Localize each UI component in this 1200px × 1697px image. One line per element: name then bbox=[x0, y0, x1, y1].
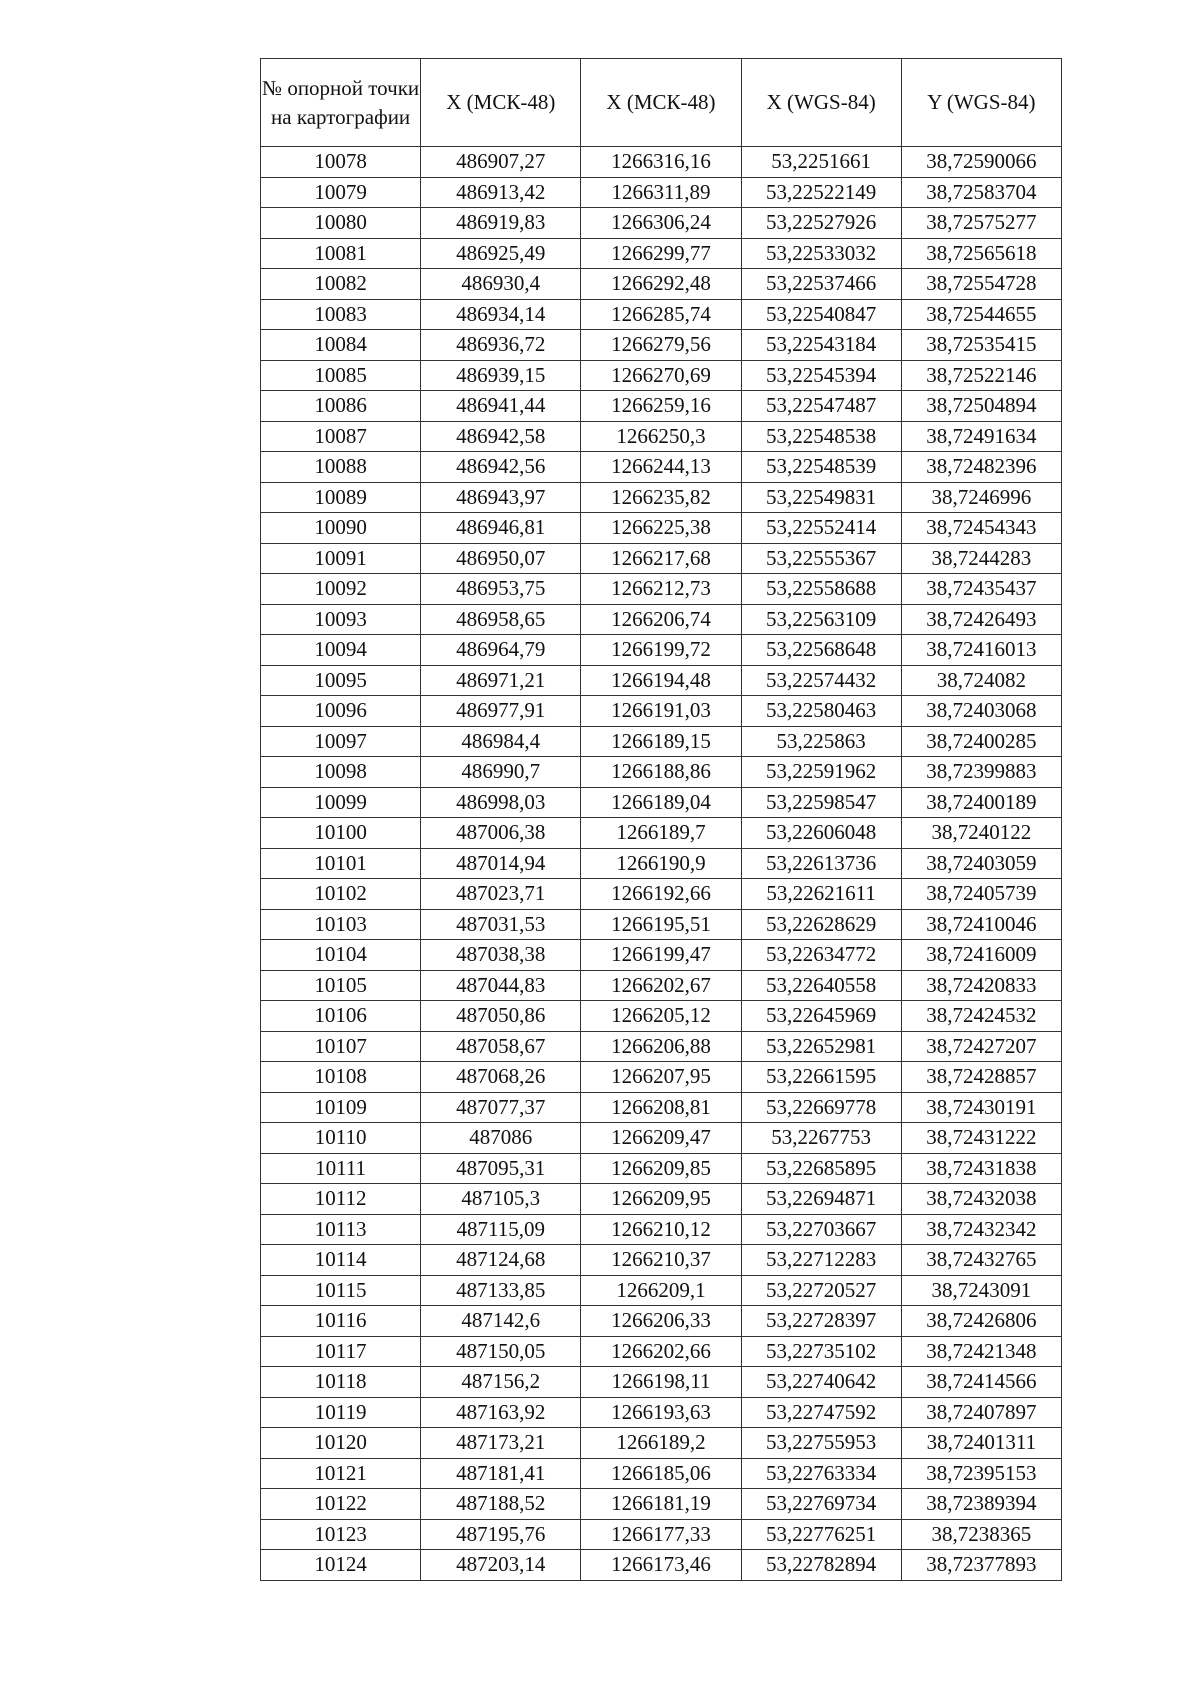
cell-x-msk48-second: 1266212,73 bbox=[581, 574, 741, 605]
cell-point-number: 10123 bbox=[261, 1519, 421, 1550]
header-x-wgs84: X (WGS-84) bbox=[741, 59, 901, 147]
table-row bbox=[261, 1336, 1062, 1367]
cell-x-wgs84: 53,2251661 bbox=[741, 147, 901, 178]
cell-x-msk48: 487133,85 bbox=[421, 1275, 581, 1306]
cell-x-msk48-second: 1266207,95 bbox=[581, 1062, 741, 1093]
cell-point-number: 10122 bbox=[261, 1489, 421, 1520]
cell-x-wgs84: 53,22527926 bbox=[741, 208, 901, 239]
cell-y-wgs84: 38,72432038 bbox=[901, 1184, 1061, 1215]
cell-y-wgs84: 38,72575277 bbox=[901, 208, 1061, 239]
cell-x-msk48: 487173,21 bbox=[421, 1428, 581, 1459]
cell-y-wgs84: 38,72432342 bbox=[901, 1214, 1061, 1245]
cell-x-msk48-second: 1266188,86 bbox=[581, 757, 741, 788]
cell-x-msk48-second: 1266279,56 bbox=[581, 330, 741, 361]
cell-x-msk48-second: 1266316,16 bbox=[581, 147, 741, 178]
cell-x-wgs84: 53,22580463 bbox=[741, 696, 901, 727]
cell-x-msk48-second: 1266209,1 bbox=[581, 1275, 741, 1306]
cell-y-wgs84: 38,7240122 bbox=[901, 818, 1061, 849]
cell-x-msk48: 487156,2 bbox=[421, 1367, 581, 1398]
cell-y-wgs84: 38,72431222 bbox=[901, 1123, 1061, 1154]
table-row bbox=[261, 757, 1062, 788]
table-row bbox=[261, 1153, 1062, 1184]
cell-x-wgs84: 53,22769734 bbox=[741, 1489, 901, 1520]
cell-x-wgs84: 53,22728397 bbox=[741, 1306, 901, 1337]
table-row bbox=[261, 452, 1062, 483]
cell-point-number: 10090 bbox=[261, 513, 421, 544]
cell-x-wgs84: 53,22763334 bbox=[741, 1458, 901, 1489]
cell-x-wgs84: 53,225863 bbox=[741, 726, 901, 757]
cell-x-msk48-second: 1266209,47 bbox=[581, 1123, 741, 1154]
table-row bbox=[261, 1123, 1062, 1154]
cell-point-number: 10096 bbox=[261, 696, 421, 727]
cell-point-number: 10107 bbox=[261, 1031, 421, 1062]
table-row bbox=[261, 1550, 1062, 1581]
cell-x-msk48: 487014,94 bbox=[421, 848, 581, 879]
cell-point-number: 10093 bbox=[261, 604, 421, 635]
table-row bbox=[261, 1458, 1062, 1489]
cell-x-msk48-second: 1266210,12 bbox=[581, 1214, 741, 1245]
cell-x-msk48: 487038,38 bbox=[421, 940, 581, 971]
cell-x-wgs84: 53,22703667 bbox=[741, 1214, 901, 1245]
cell-x-msk48-second: 1266192,66 bbox=[581, 879, 741, 910]
cell-x-msk48: 487150,05 bbox=[421, 1336, 581, 1367]
cell-x-wgs84: 53,22740642 bbox=[741, 1367, 901, 1398]
cell-x-msk48-second: 1266235,82 bbox=[581, 482, 741, 513]
table-row bbox=[261, 1184, 1062, 1215]
cell-x-msk48-second: 1266193,63 bbox=[581, 1397, 741, 1428]
cell-point-number: 10085 bbox=[261, 360, 421, 391]
cell-x-wgs84: 53,22545394 bbox=[741, 360, 901, 391]
cell-x-wgs84: 53,22548539 bbox=[741, 452, 901, 483]
cell-x-wgs84: 53,22537466 bbox=[741, 269, 901, 300]
cell-y-wgs84: 38,7244283 bbox=[901, 543, 1061, 574]
cell-x-msk48: 486934,14 bbox=[421, 299, 581, 330]
cell-point-number: 10102 bbox=[261, 879, 421, 910]
table-row bbox=[261, 177, 1062, 208]
table-row bbox=[261, 1214, 1062, 1245]
cell-x-wgs84: 53,22540847 bbox=[741, 299, 901, 330]
cell-y-wgs84: 38,724082 bbox=[901, 665, 1061, 696]
cell-point-number: 10087 bbox=[261, 421, 421, 452]
cell-point-number: 10088 bbox=[261, 452, 421, 483]
table-row bbox=[261, 391, 1062, 422]
cell-x-msk48: 486939,15 bbox=[421, 360, 581, 391]
cell-x-wgs84: 53,22558688 bbox=[741, 574, 901, 605]
cell-x-msk48: 486925,49 bbox=[421, 238, 581, 269]
cell-x-msk48: 487050,86 bbox=[421, 1001, 581, 1032]
cell-x-msk48: 486913,42 bbox=[421, 177, 581, 208]
cell-point-number: 10115 bbox=[261, 1275, 421, 1306]
table-row bbox=[261, 1001, 1062, 1032]
cell-x-msk48: 486990,7 bbox=[421, 757, 581, 788]
cell-x-wgs84: 53,22563109 bbox=[741, 604, 901, 635]
cell-y-wgs84: 38,72403059 bbox=[901, 848, 1061, 879]
cell-y-wgs84: 38,72491634 bbox=[901, 421, 1061, 452]
table-row bbox=[261, 1031, 1062, 1062]
cell-point-number: 10105 bbox=[261, 970, 421, 1001]
cell-x-msk48: 486958,65 bbox=[421, 604, 581, 635]
table-row bbox=[261, 1519, 1062, 1550]
cell-x-wgs84: 53,22694871 bbox=[741, 1184, 901, 1215]
cell-y-wgs84: 38,72432765 bbox=[901, 1245, 1061, 1276]
cell-point-number: 10094 bbox=[261, 635, 421, 666]
cell-x-msk48: 486984,4 bbox=[421, 726, 581, 757]
cell-point-number: 10082 bbox=[261, 269, 421, 300]
cell-x-wgs84: 53,22591962 bbox=[741, 757, 901, 788]
cell-x-msk48-second: 1266206,33 bbox=[581, 1306, 741, 1337]
table-row bbox=[261, 574, 1062, 605]
cell-x-wgs84: 53,22755953 bbox=[741, 1428, 901, 1459]
cell-y-wgs84: 38,72399883 bbox=[901, 757, 1061, 788]
cell-x-msk48-second: 1266299,77 bbox=[581, 238, 741, 269]
cell-x-wgs84: 53,22661595 bbox=[741, 1062, 901, 1093]
cell-x-msk48: 487068,26 bbox=[421, 1062, 581, 1093]
cell-x-wgs84: 53,22776251 bbox=[741, 1519, 901, 1550]
cell-x-msk48-second: 1266209,95 bbox=[581, 1184, 741, 1215]
cell-x-wgs84: 53,22720527 bbox=[741, 1275, 901, 1306]
cell-point-number: 10103 bbox=[261, 909, 421, 940]
header-row bbox=[261, 59, 1062, 147]
cell-x-wgs84: 53,22782894 bbox=[741, 1550, 901, 1581]
cell-point-number: 10101 bbox=[261, 848, 421, 879]
table-row bbox=[261, 482, 1062, 513]
cell-x-wgs84: 53,22613736 bbox=[741, 848, 901, 879]
table-row bbox=[261, 1245, 1062, 1276]
cell-x-wgs84: 53,22628629 bbox=[741, 909, 901, 940]
cell-y-wgs84: 38,72454343 bbox=[901, 513, 1061, 544]
cell-y-wgs84: 38,72377893 bbox=[901, 1550, 1061, 1581]
cell-y-wgs84: 38,72414566 bbox=[901, 1367, 1061, 1398]
table-row bbox=[261, 1306, 1062, 1337]
table-row bbox=[261, 604, 1062, 635]
cell-x-msk48-second: 1266285,74 bbox=[581, 299, 741, 330]
cell-y-wgs84: 38,72407897 bbox=[901, 1397, 1061, 1428]
table-row bbox=[261, 513, 1062, 544]
cell-y-wgs84: 38,72544655 bbox=[901, 299, 1061, 330]
table-row bbox=[261, 970, 1062, 1001]
cell-y-wgs84: 38,72403068 bbox=[901, 696, 1061, 727]
cell-point-number: 10116 bbox=[261, 1306, 421, 1337]
cell-x-msk48-second: 1266199,47 bbox=[581, 940, 741, 971]
table-row bbox=[261, 238, 1062, 269]
table-row bbox=[261, 818, 1062, 849]
cell-x-msk48-second: 1266208,81 bbox=[581, 1092, 741, 1123]
cell-y-wgs84: 38,72430191 bbox=[901, 1092, 1061, 1123]
cell-point-number: 10118 bbox=[261, 1367, 421, 1398]
cell-x-wgs84: 53,22685895 bbox=[741, 1153, 901, 1184]
cell-y-wgs84: 38,72410046 bbox=[901, 909, 1061, 940]
cell-x-msk48: 487181,41 bbox=[421, 1458, 581, 1489]
cell-point-number: 10106 bbox=[261, 1001, 421, 1032]
cell-point-number: 10113 bbox=[261, 1214, 421, 1245]
cell-y-wgs84: 38,72583704 bbox=[901, 177, 1061, 208]
cell-x-msk48: 487188,52 bbox=[421, 1489, 581, 1520]
cell-x-msk48-second: 1266173,46 bbox=[581, 1550, 741, 1581]
cell-x-wgs84: 53,22547487 bbox=[741, 391, 901, 422]
cell-x-msk48-second: 1266210,37 bbox=[581, 1245, 741, 1276]
cell-x-msk48: 487124,68 bbox=[421, 1245, 581, 1276]
cell-x-msk48: 487095,31 bbox=[421, 1153, 581, 1184]
cell-x-wgs84: 53,22652981 bbox=[741, 1031, 901, 1062]
cell-x-msk48-second: 1266198,11 bbox=[581, 1367, 741, 1398]
cell-point-number: 10111 bbox=[261, 1153, 421, 1184]
table-row bbox=[261, 879, 1062, 910]
cell-x-msk48-second: 1266209,85 bbox=[581, 1153, 741, 1184]
cell-x-msk48: 486930,4 bbox=[421, 269, 581, 300]
cell-x-wgs84: 53,22669778 bbox=[741, 1092, 901, 1123]
cell-x-msk48: 486941,44 bbox=[421, 391, 581, 422]
cell-point-number: 10095 bbox=[261, 665, 421, 696]
table-row bbox=[261, 208, 1062, 239]
cell-point-number: 10100 bbox=[261, 818, 421, 849]
cell-y-wgs84: 38,72416009 bbox=[901, 940, 1061, 971]
cell-point-number: 10109 bbox=[261, 1092, 421, 1123]
cell-y-wgs84: 38,72401311 bbox=[901, 1428, 1061, 1459]
cell-x-wgs84: 53,22574432 bbox=[741, 665, 901, 696]
cell-point-number: 10078 bbox=[261, 147, 421, 178]
cell-point-number: 10098 bbox=[261, 757, 421, 788]
cell-point-number: 10121 bbox=[261, 1458, 421, 1489]
table-row bbox=[261, 696, 1062, 727]
cell-point-number: 10089 bbox=[261, 482, 421, 513]
cell-y-wgs84: 38,72426806 bbox=[901, 1306, 1061, 1337]
cell-x-msk48: 487195,76 bbox=[421, 1519, 581, 1550]
cell-y-wgs84: 38,72590066 bbox=[901, 147, 1061, 178]
cell-point-number: 10124 bbox=[261, 1550, 421, 1581]
table-body bbox=[261, 147, 1062, 1581]
cell-y-wgs84: 38,72435437 bbox=[901, 574, 1061, 605]
cell-y-wgs84: 38,72420833 bbox=[901, 970, 1061, 1001]
cell-point-number: 10081 bbox=[261, 238, 421, 269]
cell-y-wgs84: 38,72421348 bbox=[901, 1336, 1061, 1367]
cell-x-wgs84: 53,22522149 bbox=[741, 177, 901, 208]
cell-x-msk48: 487163,92 bbox=[421, 1397, 581, 1428]
cell-point-number: 10114 bbox=[261, 1245, 421, 1276]
cell-y-wgs84: 38,72416013 bbox=[901, 635, 1061, 666]
cell-x-wgs84: 53,22712283 bbox=[741, 1245, 901, 1276]
cell-point-number: 10086 bbox=[261, 391, 421, 422]
cell-y-wgs84: 38,72426493 bbox=[901, 604, 1061, 635]
cell-x-msk48: 486977,91 bbox=[421, 696, 581, 727]
table-row bbox=[261, 1367, 1062, 1398]
table-row bbox=[261, 1428, 1062, 1459]
cell-point-number: 10091 bbox=[261, 543, 421, 574]
cell-y-wgs84: 38,72565618 bbox=[901, 238, 1061, 269]
cell-y-wgs84: 38,7238365 bbox=[901, 1519, 1061, 1550]
cell-x-msk48-second: 1266177,33 bbox=[581, 1519, 741, 1550]
cell-y-wgs84: 38,72400285 bbox=[901, 726, 1061, 757]
table-row bbox=[261, 848, 1062, 879]
cell-x-msk48: 487023,71 bbox=[421, 879, 581, 910]
cell-x-wgs84: 53,22645969 bbox=[741, 1001, 901, 1032]
cell-y-wgs84: 38,72400189 bbox=[901, 787, 1061, 818]
cell-x-msk48-second: 1266311,89 bbox=[581, 177, 741, 208]
table-row bbox=[261, 1062, 1062, 1093]
cell-x-wgs84: 53,22747592 bbox=[741, 1397, 901, 1428]
table-row bbox=[261, 635, 1062, 666]
cell-point-number: 10079 bbox=[261, 177, 421, 208]
table-row bbox=[261, 269, 1062, 300]
cell-y-wgs84: 38,72535415 bbox=[901, 330, 1061, 361]
cell-x-msk48-second: 1266225,38 bbox=[581, 513, 741, 544]
cell-x-msk48-second: 1266217,68 bbox=[581, 543, 741, 574]
cell-y-wgs84: 38,72395153 bbox=[901, 1458, 1061, 1489]
cell-point-number: 10104 bbox=[261, 940, 421, 971]
cell-x-msk48: 487044,83 bbox=[421, 970, 581, 1001]
cell-x-msk48: 486998,03 bbox=[421, 787, 581, 818]
cell-point-number: 10112 bbox=[261, 1184, 421, 1215]
cell-x-msk48: 487142,6 bbox=[421, 1306, 581, 1337]
table-header bbox=[261, 59, 1062, 147]
cell-x-wgs84: 53,22549831 bbox=[741, 482, 901, 513]
cell-x-msk48: 487086 bbox=[421, 1123, 581, 1154]
cell-y-wgs84: 38,72405739 bbox=[901, 879, 1061, 910]
cell-x-msk48: 487058,67 bbox=[421, 1031, 581, 1062]
header-y-wgs84: Y (WGS-84) bbox=[901, 59, 1061, 147]
header-x-msk48: X (МСК-48) bbox=[421, 59, 581, 147]
cell-x-wgs84: 53,22598547 bbox=[741, 787, 901, 818]
cell-x-msk48: 486919,83 bbox=[421, 208, 581, 239]
cell-y-wgs84: 38,72389394 bbox=[901, 1489, 1061, 1520]
table-row bbox=[261, 1092, 1062, 1123]
cell-x-wgs84: 53,2267753 bbox=[741, 1123, 901, 1154]
cell-x-msk48-second: 1266189,2 bbox=[581, 1428, 741, 1459]
cell-point-number: 10084 bbox=[261, 330, 421, 361]
cell-x-msk48-second: 1266181,19 bbox=[581, 1489, 741, 1520]
cell-y-wgs84: 38,72427207 bbox=[901, 1031, 1061, 1062]
cell-x-wgs84: 53,22621611 bbox=[741, 879, 901, 910]
cell-x-msk48-second: 1266191,03 bbox=[581, 696, 741, 727]
cell-x-msk48-second: 1266292,48 bbox=[581, 269, 741, 300]
header-point-number: № опорной точки на картографии bbox=[261, 59, 421, 147]
table-row bbox=[261, 299, 1062, 330]
cell-x-msk48: 486907,27 bbox=[421, 147, 581, 178]
cell-x-msk48-second: 1266306,24 bbox=[581, 208, 741, 239]
table-row bbox=[261, 1397, 1062, 1428]
cell-x-msk48: 486942,56 bbox=[421, 452, 581, 483]
cell-point-number: 10083 bbox=[261, 299, 421, 330]
cell-x-msk48: 486946,81 bbox=[421, 513, 581, 544]
cell-x-wgs84: 53,22552414 bbox=[741, 513, 901, 544]
cell-point-number: 10119 bbox=[261, 1397, 421, 1428]
cell-x-msk48-second: 1266259,16 bbox=[581, 391, 741, 422]
cell-x-wgs84: 53,22568648 bbox=[741, 635, 901, 666]
cell-x-msk48: 486950,07 bbox=[421, 543, 581, 574]
cell-x-msk48: 486953,75 bbox=[421, 574, 581, 605]
table-row bbox=[261, 1489, 1062, 1520]
cell-x-wgs84: 53,22735102 bbox=[741, 1336, 901, 1367]
table-row bbox=[261, 330, 1062, 361]
cell-x-msk48-second: 1266189,15 bbox=[581, 726, 741, 757]
cell-y-wgs84: 38,72431838 bbox=[901, 1153, 1061, 1184]
cell-y-wgs84: 38,7246996 bbox=[901, 482, 1061, 513]
cell-x-msk48-second: 1266244,13 bbox=[581, 452, 741, 483]
table-row bbox=[261, 726, 1062, 757]
cell-x-wgs84: 53,22634772 bbox=[741, 940, 901, 971]
cell-x-wgs84: 53,22533032 bbox=[741, 238, 901, 269]
cell-x-msk48-second: 1266202,66 bbox=[581, 1336, 741, 1367]
cell-x-msk48-second: 1266270,69 bbox=[581, 360, 741, 391]
cell-x-msk48: 486936,72 bbox=[421, 330, 581, 361]
cell-y-wgs84: 38,72554728 bbox=[901, 269, 1061, 300]
cell-point-number: 10120 bbox=[261, 1428, 421, 1459]
cell-point-number: 10097 bbox=[261, 726, 421, 757]
cell-point-number: 10099 bbox=[261, 787, 421, 818]
cell-x-msk48-second: 1266190,9 bbox=[581, 848, 741, 879]
cell-y-wgs84: 38,7243091 bbox=[901, 1275, 1061, 1306]
table-row bbox=[261, 665, 1062, 696]
header-x-msk48-second: X (МСК-48) bbox=[581, 59, 741, 147]
cell-x-msk48: 487203,14 bbox=[421, 1550, 581, 1581]
cell-x-msk48-second: 1266250,3 bbox=[581, 421, 741, 452]
table-row bbox=[261, 147, 1062, 178]
cell-y-wgs84: 38,72522146 bbox=[901, 360, 1061, 391]
cell-x-msk48-second: 1266202,67 bbox=[581, 970, 741, 1001]
cell-x-msk48-second: 1266205,12 bbox=[581, 1001, 741, 1032]
cell-x-msk48: 487115,09 bbox=[421, 1214, 581, 1245]
coordinates-table bbox=[260, 58, 1062, 1581]
cell-x-msk48-second: 1266206,88 bbox=[581, 1031, 741, 1062]
cell-x-msk48: 486943,97 bbox=[421, 482, 581, 513]
cell-point-number: 10092 bbox=[261, 574, 421, 605]
table-row bbox=[261, 909, 1062, 940]
cell-x-msk48: 486942,58 bbox=[421, 421, 581, 452]
cell-x-msk48: 486971,21 bbox=[421, 665, 581, 696]
cell-x-wgs84: 53,22548538 bbox=[741, 421, 901, 452]
table-row bbox=[261, 360, 1062, 391]
table-row bbox=[261, 1275, 1062, 1306]
table-row bbox=[261, 543, 1062, 574]
cell-x-wgs84: 53,22606048 bbox=[741, 818, 901, 849]
cell-y-wgs84: 38,72482396 bbox=[901, 452, 1061, 483]
cell-x-msk48-second: 1266189,04 bbox=[581, 787, 741, 818]
table-row bbox=[261, 940, 1062, 971]
cell-y-wgs84: 38,72424532 bbox=[901, 1001, 1061, 1032]
cell-x-msk48-second: 1266206,74 bbox=[581, 604, 741, 635]
cell-x-wgs84: 53,22640558 bbox=[741, 970, 901, 1001]
cell-point-number: 10117 bbox=[261, 1336, 421, 1367]
cell-x-msk48-second: 1266194,48 bbox=[581, 665, 741, 696]
cell-point-number: 10108 bbox=[261, 1062, 421, 1093]
cell-x-msk48-second: 1266195,51 bbox=[581, 909, 741, 940]
table-row bbox=[261, 421, 1062, 452]
cell-x-msk48: 487006,38 bbox=[421, 818, 581, 849]
cell-x-wgs84: 53,22555367 bbox=[741, 543, 901, 574]
cell-point-number: 10110 bbox=[261, 1123, 421, 1154]
cell-x-msk48-second: 1266185,06 bbox=[581, 1458, 741, 1489]
cell-x-msk48-second: 1266189,7 bbox=[581, 818, 741, 849]
cell-x-wgs84: 53,22543184 bbox=[741, 330, 901, 361]
cell-point-number: 10080 bbox=[261, 208, 421, 239]
cell-x-msk48: 486964,79 bbox=[421, 635, 581, 666]
cell-x-msk48: 487105,3 bbox=[421, 1184, 581, 1215]
cell-x-msk48: 487077,37 bbox=[421, 1092, 581, 1123]
cell-x-msk48: 487031,53 bbox=[421, 909, 581, 940]
cell-x-msk48-second: 1266199,72 bbox=[581, 635, 741, 666]
cell-y-wgs84: 38,72428857 bbox=[901, 1062, 1061, 1093]
cell-y-wgs84: 38,72504894 bbox=[901, 391, 1061, 422]
table-row bbox=[261, 787, 1062, 818]
